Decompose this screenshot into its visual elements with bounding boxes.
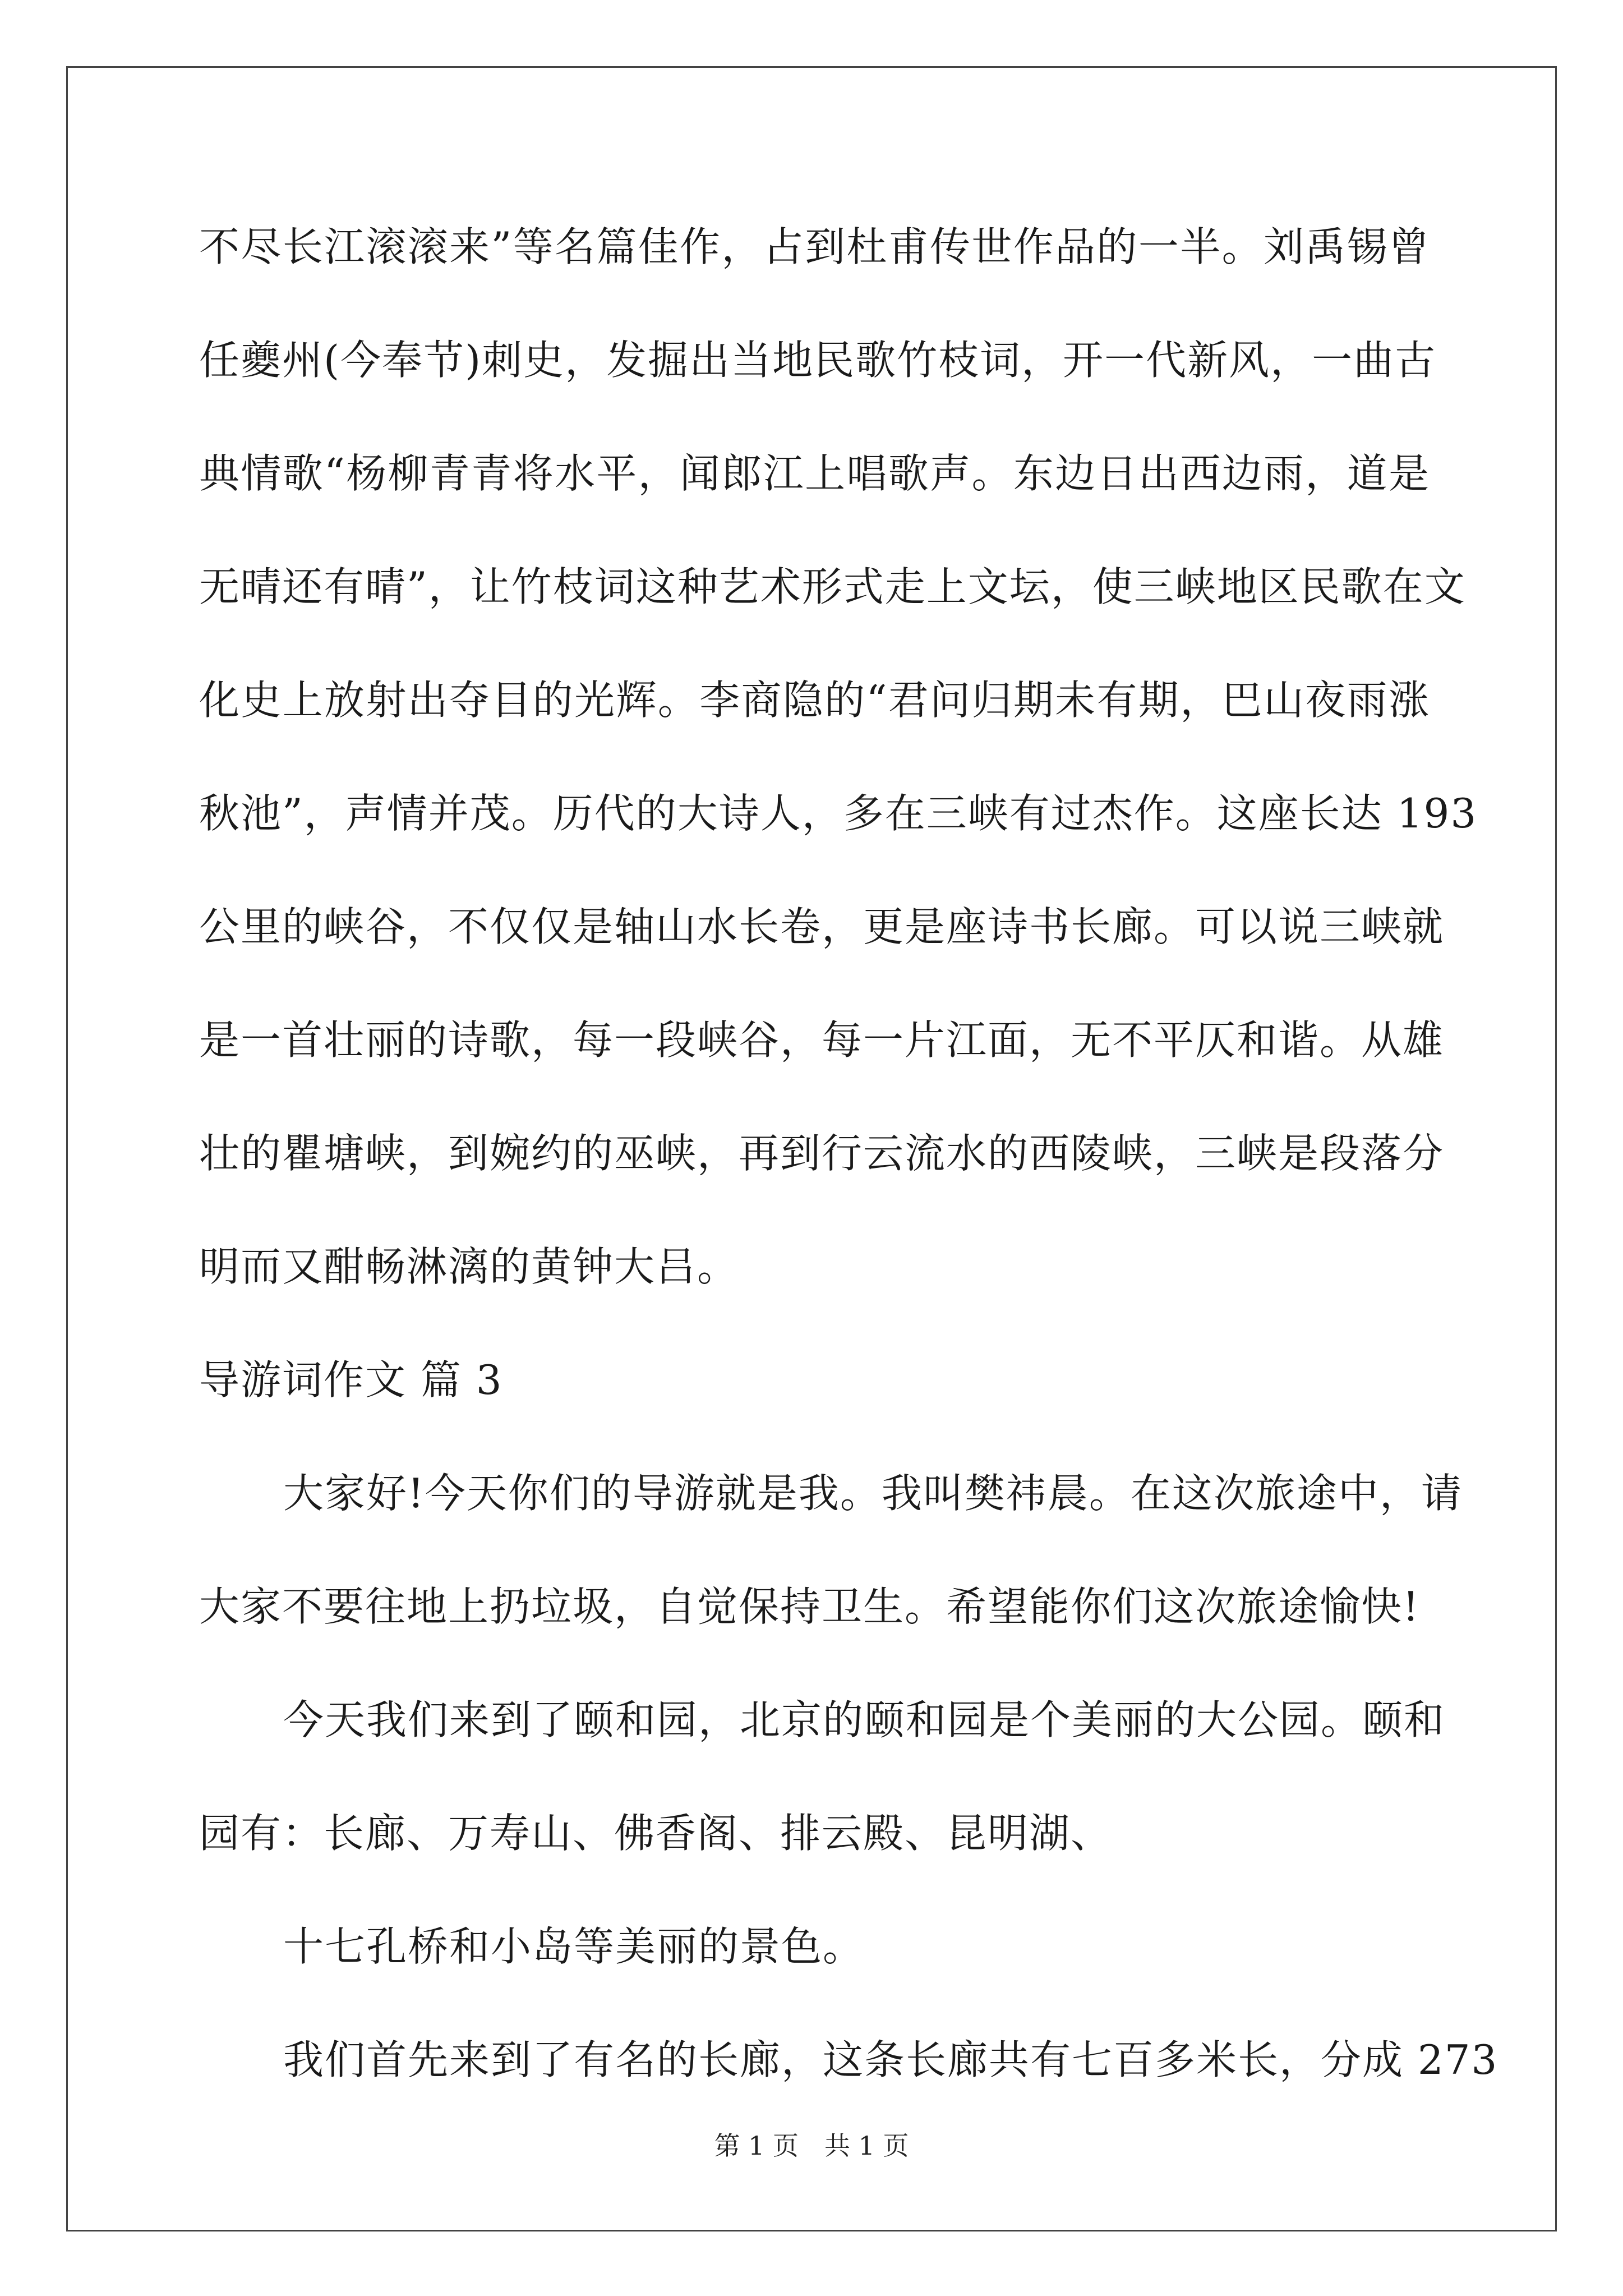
text-line: 不尽长江滚滚来”等名篇佳作，占到杜甫传世作品的一半。刘禹锡曾	[199, 223, 1430, 270]
text-line: 秋池”，声情并茂。历代的大诗人，多在三峡有过杰作。这座长达 193	[199, 790, 1478, 837]
text-line: 园有：长廊、万寿山、佛香阁、排云殿、昆明湖、	[199, 1810, 1113, 1857]
document-body	[199, 213, 1498, 2139]
text-line: 化史上放射出夺目的光辉。李商隐的“君问归期未有期，巴山夜雨涨	[199, 677, 1430, 724]
text-line: 今天我们来到了颐和园，北京的颐和园是个美丽的大公园。颐和	[283, 1696, 1446, 1743]
page-footer: 第 1 页 共 1 页	[714, 2131, 909, 2161]
text-line: 典情歌“杨柳青青将水平，闻郎江上唱歌声。东边日出西边雨，道是	[199, 450, 1430, 497]
text-line: 大家不要往地上扔垃圾，自觉保持卫生。希望能你们这次旅途愉快!	[199, 1583, 1420, 1630]
section-heading: 导游词作文 篇 3	[199, 1356, 503, 1404]
text-line: 公里的峡谷，不仅仅是轴山水长卷，更是座诗书长廊。可以说三峡就	[199, 903, 1445, 950]
text-line: 壮的瞿塘峡，到婉约的巫峡，再到行云流水的西陵峡，三峡是段落分	[199, 1130, 1445, 1177]
text-line: 明而又酣畅淋漓的黄钟大吕。	[199, 1243, 739, 1290]
text-line: 我们首先来到了有名的长廊，这条长廊共有七百多米长，分成 273	[283, 2036, 1498, 2083]
text-line: 是一首壮丽的诗歌，每一段峡谷，每一片江面，无不平仄和谐。从雄	[199, 1016, 1445, 1064]
text-line: 十七孔桥和小岛等美丽的景色。	[283, 1923, 865, 1970]
text-line: 任夔州(今奉节)刺史，发掘出当地民歌竹枝词，开一代新风，一曲古	[199, 337, 1437, 384]
text-line: 无晴还有晴”，让竹枝词这种艺术形式走上文坛，使三峡地区民歌在文	[199, 563, 1466, 610]
text-line: 大家好!今天你们的导游就是我。我叫樊祎晨。在这次旅途中，请	[283, 1470, 1463, 1517]
